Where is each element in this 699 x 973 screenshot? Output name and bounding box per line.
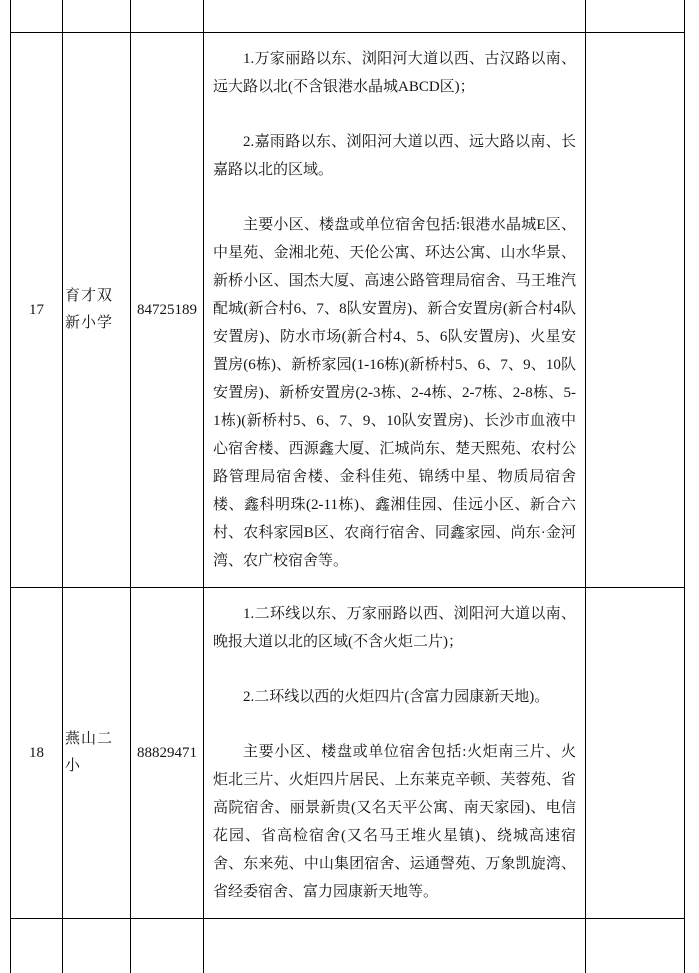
school-name-cell (63, 0, 131, 33)
admission-zone-table (10, 0, 685, 973)
row-number: 18 (29, 745, 44, 761)
district-paragraph-1: 1.二环线以东、万家丽路以西、浏阳河大道以南、晚报大道以北的区域(不含火炬二片)； (213, 600, 576, 656)
table-row-partial-top (11, 0, 685, 33)
table-row (11, 588, 685, 919)
district-paragraph-3: 主要小区、楼盘或单位宿舍包括:火炬南三片、火炬北三片、火炬四片居民、上东莱克辛顿、芙蓉苑、省高院宿舍、丽景新贵(又名天平公寓、南天家园)、电信花园、省高检宿舍(又名马王堆火星镇)、绕城高速宿舍、东来苑、中山集团宿舍、运通謦苑、万象凯旋湾、省经委宿舍、富力园康新天地等。 (213, 738, 576, 906)
phone-cell (131, 588, 204, 919)
row-number-cell (11, 588, 63, 919)
remark-cell (586, 588, 685, 919)
phone-number: 88829471 (137, 745, 197, 761)
district-paragraph-2: 2.嘉雨路以东、浏阳河大道以西、远大路以南、长嘉路以北的区域。 (213, 128, 576, 184)
remark-cell (586, 33, 685, 588)
district-description-cell (204, 33, 586, 588)
school-name-cell (63, 919, 131, 973)
phone-cell (131, 0, 204, 33)
district-description-cell (204, 919, 586, 973)
table-row-partial-bottom (11, 919, 685, 973)
phone-cell (131, 33, 204, 588)
table-row (11, 33, 685, 588)
school-name-cell (63, 588, 131, 919)
remark-cell (586, 0, 685, 33)
phone-cell (131, 919, 204, 973)
school-name: 育才双新小学 (65, 288, 113, 331)
row-number: 17 (29, 302, 44, 318)
remark-cell (586, 919, 685, 973)
row-number-cell (11, 33, 63, 588)
document-page (10, 0, 685, 973)
district-description-cell (204, 0, 586, 33)
row-number-cell (11, 0, 63, 33)
district-paragraph-3: 主要小区、楼盘或单位宿舍包括:银港水晶城E区、中星苑、金湘北苑、天伦公寓、环达公寓、山水华景、新桥小区、国杰大厦、高速公路管理局宿舍、马王堆汽配城(新合村6、7、8队安置房)、新合安置房(新合村4队安置房)、防水市场(新合村4、5、6队安置房)、火星安置房(6栋)、新桥家园(1-16栋)(新桥村5、6、7、9、10队安置房)、新桥安置房(2-3栋、2-4栋、2-7栋、2-8栋、5-1栋)(新桥村5、6、7、9、10队安置房)、长沙市血液中心宿舍楼、西源鑫大厦、汇城尚东、楚天熙苑、农村公路管理局宿舍楼、金科佳苑、锦绣中星、物质局宿舍楼、鑫科明珠(2-11栋)、鑫湘佳园、佳远小区、新合六村、农科家园B区、农商行宿舍、同鑫家园、尚东·金河湾、农广校宿舍等。 (213, 211, 576, 575)
phone-number: 84725189 (137, 302, 197, 318)
district-paragraph-1: 1.万家丽路以东、浏阳河大道以西、古汉路以南、远大路以北(不含银港水晶城ABCD区)； (213, 45, 576, 101)
district-description-cell (204, 588, 586, 919)
row-number-cell (11, 919, 63, 973)
school-name-cell (63, 33, 131, 588)
district-paragraph-2: 2.二环线以西的火炬四片(含富力园康新天地)。 (213, 683, 576, 711)
school-name: 燕山二小 (65, 731, 113, 774)
